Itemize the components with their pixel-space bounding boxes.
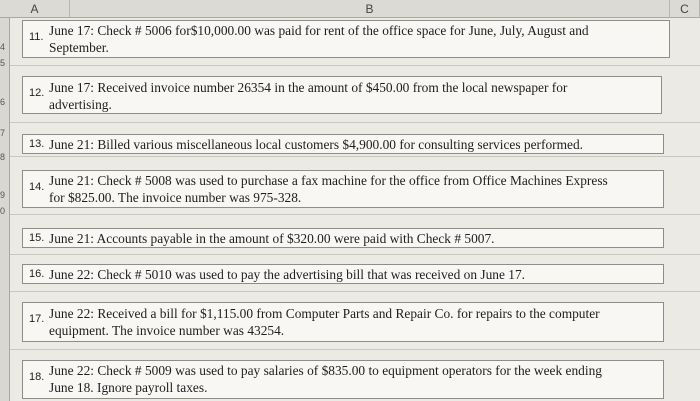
table-row[interactable] [22,228,664,248]
column-header-c[interactable]: C [670,0,700,18]
item-text-line: June 21: Billed various miscellaneous local customers $4,900.00 for consulting services performed. [49,137,584,152]
item-text-line: September. [49,40,109,55]
table-row[interactable] [22,302,664,342]
item-text-line: June 22: Check # 5010 was used to pay the advertising bill that was received on June 17. [49,267,526,282]
item-text-line: June 21: Check # 5008 was used to purchase a fax machine for the office from Office Machines Express [49,173,608,188]
grid-line [10,122,700,123]
item-text-line: June 22: Check # 5009 was used to pay salaries of $835.00 to equipment operators for the week ending [49,363,602,378]
row-header[interactable]: 8 [0,152,6,162]
row-header[interactable]: 0 [0,206,6,216]
grid-line [10,349,700,350]
row-header[interactable]: 7 [0,128,6,138]
column-header-a[interactable]: A [0,0,70,18]
item-number: 12. [29,87,45,99]
item-number: 11. [29,31,44,43]
item-number: 16. [29,268,45,280]
column-header-bar [0,0,700,18]
item-number: 13. [29,138,45,150]
item-text-line: June 22: Received a bill for $1,115.00 from Computer Parts and Repair Co. for repairs to the computer [49,306,600,321]
item-text-line: June 21: Accounts payable in the amount of $320.00 were paid with Check # 5007. [49,231,495,246]
item-number: 17. [29,313,45,325]
item-text-line: June 17: Check # 5006 for$10,000.00 was paid for rent of the office space for June, July, August and [49,23,589,38]
grid-line [10,156,700,157]
row-header[interactable]: 5 [0,58,6,68]
table-row[interactable] [22,20,670,58]
row-header[interactable]: 6 [0,97,6,107]
table-row[interactable] [22,76,662,114]
item-text-line: advertising. [49,97,112,112]
item-number: 15. [29,232,45,244]
table-row[interactable] [22,360,664,399]
item-text-line: for $825.00. The invoice number was 975-328. [49,190,302,205]
row-header-gutter [0,18,10,401]
table-row[interactable] [22,264,664,284]
table-row[interactable] [22,134,664,154]
item-text-line: equipment. The invoice number was 43254. [49,323,285,338]
row-header[interactable]: 9 [0,190,6,200]
table-row[interactable] [22,170,664,208]
grid-line [10,214,700,215]
item-number: 14. [29,181,45,193]
item-number: 18. [29,371,45,383]
grid-line [10,65,700,66]
grid-line [10,254,700,255]
grid-line [10,291,700,292]
column-header-b[interactable]: B [70,0,670,18]
row-header[interactable]: 4 [0,42,6,52]
item-text-line: June 18. Ignore payroll taxes. [49,380,208,395]
item-text-line: June 17: Received invoice number 26354 in the amount of $450.00 from the local newspaper for [49,80,568,95]
